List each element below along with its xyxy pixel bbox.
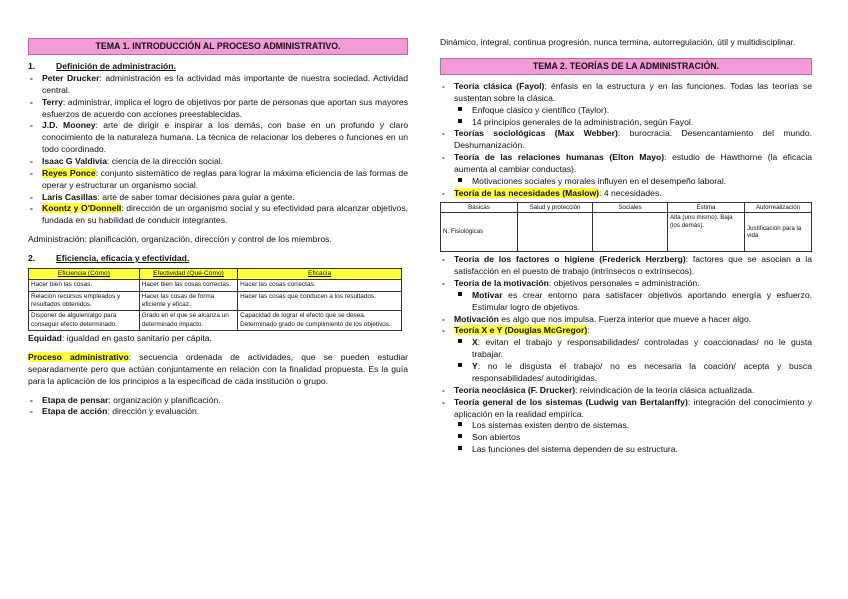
definition-item: - Laris Casillas: arte de saber tomar decisiones para guiar a gente. xyxy=(30,191,295,202)
table-header: Autorrealización xyxy=(745,202,812,213)
theory-item: - Teoría de la motivación: objetivos personales = administración. xyxy=(442,278,700,289)
theory-item: - Teoría X e Y (Douglas McGregor): xyxy=(442,325,590,336)
theory-subitem: Motivaciones sociales y morales influyen en el desempeño laboral. xyxy=(440,176,812,188)
table-header: Efectividad (Qué-Cómo) xyxy=(139,268,237,280)
right-column xyxy=(440,0,812,456)
theory-item: - Teoría de las relaciones humanas (Elton Mayo): estudio de Hawthorne (la eficacia aumenta al cambiar conductas). xyxy=(442,152,813,174)
table-header: Estima xyxy=(668,202,745,213)
table-row: Disponer de alguien/algo para conseguir efecto determinado. Grado en el que se alcanza un determinado impacto. Capacidad de lograr el efecto que se desea. Determinado grado de cumplimiento de los objetivos. xyxy=(29,311,402,331)
theory-subitem: Y: no le disgusta el trabajo/ no es necesaria la coación/ acepta y busca responsabilidades/ autodirigidas. xyxy=(440,361,812,385)
table-header: Eficacia xyxy=(238,268,402,280)
definition-item: - Isaac G Valdivia: ciencia de la dirección social. xyxy=(30,156,224,166)
table-header: Eficiencia (Cómo) xyxy=(29,268,140,280)
table-header: Básicas xyxy=(441,202,518,213)
efficiency-table xyxy=(28,268,402,331)
theory-subitem: Son abiertos xyxy=(440,432,812,444)
theory-item: - Teoría de las necesidades (Maslow): 4 necesidades. xyxy=(442,187,662,198)
theory-item: - Teoría clásica (Fayol): énfasis en la estructura y en las funciones. Todas las teorías se sustentan sobre la clásica. xyxy=(442,80,812,103)
etapa-item: - Etapa de pensar: organización y planificación. xyxy=(30,394,221,405)
tema2-header: TEMA 2. TEORÍAS DE LA ADMINISTRACIÓN. xyxy=(440,58,812,75)
table-row: Relación recursos empleados y resultados obtenidos. Hacer las cosas de forma eficiente y eficaz. Hacer las cosas que conducen a los resultados. xyxy=(29,291,402,311)
intro-text: Dinámico, integral, continua progresión, nunca termina, autorregulación, útil y multidisciplinar. xyxy=(440,37,796,47)
table-header: Sociales xyxy=(593,202,668,213)
theory-subitem: X: evitan el trabajo y responsabilidades/ controladas y coaccionadas/ no le gusta trabajar. xyxy=(440,337,812,361)
definition-item: - Koontz y O'Donnell: dirección de un organismo social y su efectividad para alcanzar objetivos, fundada en su habilidad de conducir integrantes. xyxy=(30,203,409,226)
definition-item: - J.D. Mooney: arte de dirigir e inspirar a los demás, con base en un profundo y claro conocimiento de la naturaleza humana. La técnica de relacionar los deberes o funciones en un todo coordinado. xyxy=(30,120,408,155)
maslow-table xyxy=(440,202,812,253)
definition-item: - Reyes Ponce: conjunto sistemático de reglas para lograr la máxima eficiencia de las formas de operar y estructurar un organismo social. xyxy=(30,167,408,190)
theory-item: - Teoría de los factores o higiene (Frederick Herzberg): factores que se asocian a la satisfacción en el puesto de trabajo (intrínsecos o extrínsecos). xyxy=(442,254,812,277)
theory-subitem: 14 principios generales de la administración, según Fayol. xyxy=(440,117,812,129)
theory-item: - Teoría neoclásica (F. Drucker): reivindicación de la teoría clásica actualizada. xyxy=(442,384,755,395)
table-row: Hacer bien las cosas. Hacer bien las cosas correctas. Hacer las cosas correctas. xyxy=(29,280,402,291)
definition-item: - Terry: administrar, implica el logro de objetivos por parte de personas que aportan sus mayores esfuerzos de acuerdo con acciones preestablecidas. xyxy=(30,96,408,119)
equidad-line: Equidad: igualdad en gasto sanitario per cápita. xyxy=(28,333,212,344)
admin-summary: Administración: planificación, organización, dirección y control de los miembros. xyxy=(28,234,332,245)
table-row: N. Fisiológicas Alta (uno mismo). Baja (los demás). Justificación para la vida xyxy=(441,213,812,252)
theory-item: - Teorías sociológicas (Max Webber): burocracia. Desencantamiento del mundo. Deshumanización. xyxy=(442,128,812,151)
theory-item: - Motivación es algo que nos impulsa. Fuerza interior que mueve a hacer algo. xyxy=(442,313,752,324)
proceso-paragraph: Proceso administrativo: secuencia ordenada de actividades, que se pueden estudiar separadamente pero que actúan conjuntamente en relación con la finalidad propuesta. Es la guía para la aplicación de los principios a la especificad de cada institución o grupo. xyxy=(28,351,409,386)
left-column xyxy=(28,0,408,418)
section-1-title: 1. Definición de administración. xyxy=(28,61,176,72)
theory-subitem: Enfoque clásico y científico (Taylor). xyxy=(440,105,812,117)
theory-item: - Teoría general de los sistemas (Ludwig van Bertalanffy): integración del conocimiento y aplicación en la realidad empírica. xyxy=(442,396,812,419)
definition-item: - Peter Drucker: administración es la actividad más importante de nuestra sociedad. Actividad central. xyxy=(30,72,408,95)
etapa-item: - Etapa de acción: dirección y evaluación. xyxy=(30,406,200,417)
theory-subitem: Los sistemas existen dentro de sistemas. xyxy=(440,420,812,432)
section-2-title: 2. Eficiencia, eficacia y efectividad. xyxy=(28,253,190,264)
table-header: Salud y protección xyxy=(518,202,593,213)
theory-subitem: Las funciones del sistema dependen de su estructura. xyxy=(440,444,812,456)
theory-subitem: Motivar es crear entorno para satisfacer objetivos aportando energía y esfuerzo. Estimular logro de objetivos. xyxy=(440,290,812,314)
tema1-header: TEMA 1. INTRODUCCIÓN AL PROCESO ADMINISTRATIVO. xyxy=(28,38,408,55)
